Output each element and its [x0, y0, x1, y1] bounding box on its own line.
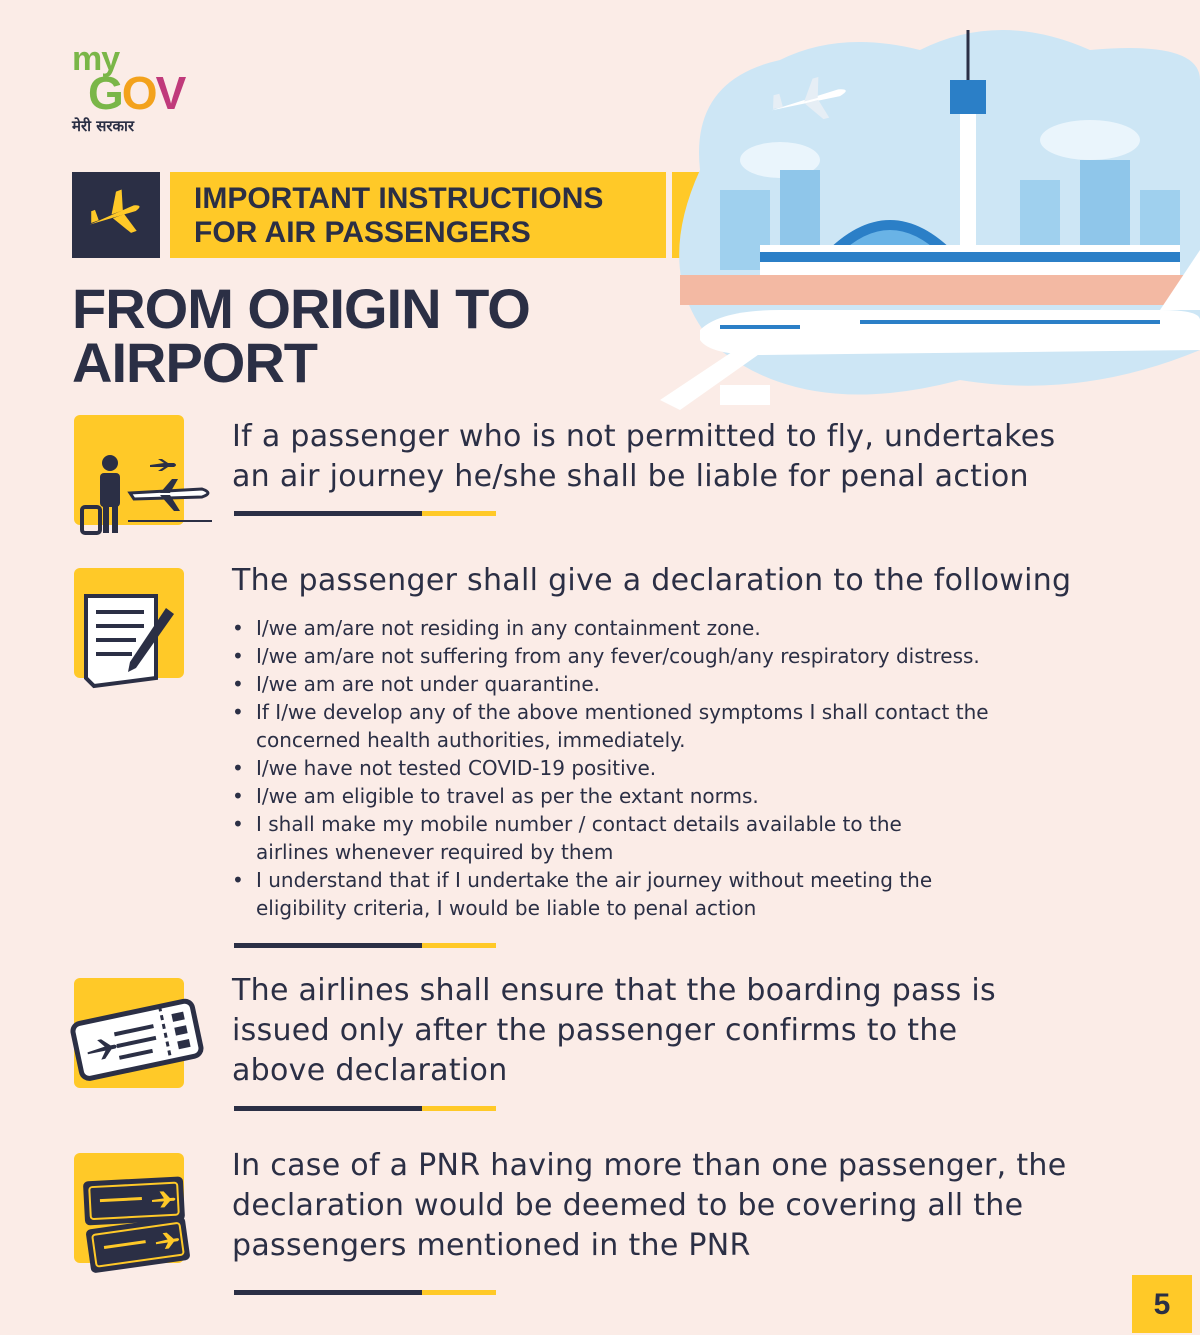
banner-title: [194, 182, 603, 250]
section-3-line-2: issued only after the passenger confirms to the: [232, 1013, 958, 1048]
section-1-line-2: an air journey he/she shall be liable for penal action: [232, 459, 1029, 494]
divider-2: [234, 943, 496, 948]
page-number: 5: [1132, 1275, 1192, 1333]
declaration-item: • I/we have not tested COVID-19 positive.: [232, 754, 1132, 782]
logo-g: G: [88, 67, 122, 119]
mygov-logo: [72, 40, 202, 140]
logo-v: V: [155, 67, 185, 119]
declaration-form-icon: [74, 568, 184, 678]
section-4-line-1: In case of a PNR having more than one passenger, the: [232, 1148, 1067, 1183]
declaration-item: • I/we am/are not residing in any containment zone.: [232, 614, 1132, 642]
section-3-line-1: The airlines shall ensure that the boarding pass is: [232, 973, 996, 1008]
divider-1: [234, 511, 496, 516]
logo-my-text: my: [72, 40, 120, 78]
section-1-line-1: If a passenger who is not permitted to fly, undertakes: [232, 419, 1056, 454]
section-3-line-3: above declaration: [232, 1053, 508, 1088]
page-heading: [72, 277, 530, 394]
declaration-list: [232, 614, 1132, 922]
declaration-item: • If I/we develop any of the above mentioned symptoms I shall contact the concerned health authorities, immediately.: [232, 698, 1132, 754]
declaration-item: • I shall make my mobile number / contact details available to the airlines whenever required by them: [232, 810, 1132, 866]
heading-line-2: AIRPORT: [72, 331, 317, 394]
section-3-text: [232, 971, 996, 1091]
airplane-icon-box: [72, 172, 160, 258]
declaration-item: • I/we am/are not suffering from any fever/cough/any respiratory distress.: [232, 642, 1132, 670]
section-4-line-3: passengers mentioned in the PNR: [232, 1228, 751, 1263]
banner-line-2: FOR AIR PASSENGERS: [194, 216, 531, 249]
section-4-text: [232, 1146, 1066, 1266]
banner-line-1: IMPORTANT INSTRUCTIONS: [194, 182, 604, 215]
logo-gov-text: [88, 66, 184, 120]
airport-illustration: [660, 20, 1200, 420]
logo-tagline: मेरी सरकार: [72, 117, 135, 135]
title-banner: [170, 172, 666, 258]
declaration-item: • I understand that if I undertake the air journey without meeting the eligibility criteria, I would be liable to penal action: [232, 866, 1132, 922]
passenger-plane-icon: [74, 415, 184, 525]
heading-line-1: FROM ORIGIN TO: [72, 277, 530, 340]
divider-4: [234, 1290, 496, 1295]
logo-o: O: [121, 67, 156, 119]
section-1-text: [232, 417, 1055, 497]
divider-3: [234, 1106, 496, 1111]
airplane-icon: [72, 172, 160, 258]
section-4-line-2: declaration would be deemed to be covering all the: [232, 1188, 1024, 1223]
boarding-pass-icon: [74, 978, 184, 1088]
section-2-text: The passenger shall give a declaration to the following: [232, 563, 1072, 598]
declaration-item: • I/we am eligible to travel as per the extant norms.: [232, 782, 1132, 810]
multiple-tickets-icon: [74, 1153, 184, 1263]
declaration-item: • I/we am are not under quarantine.: [232, 670, 1132, 698]
